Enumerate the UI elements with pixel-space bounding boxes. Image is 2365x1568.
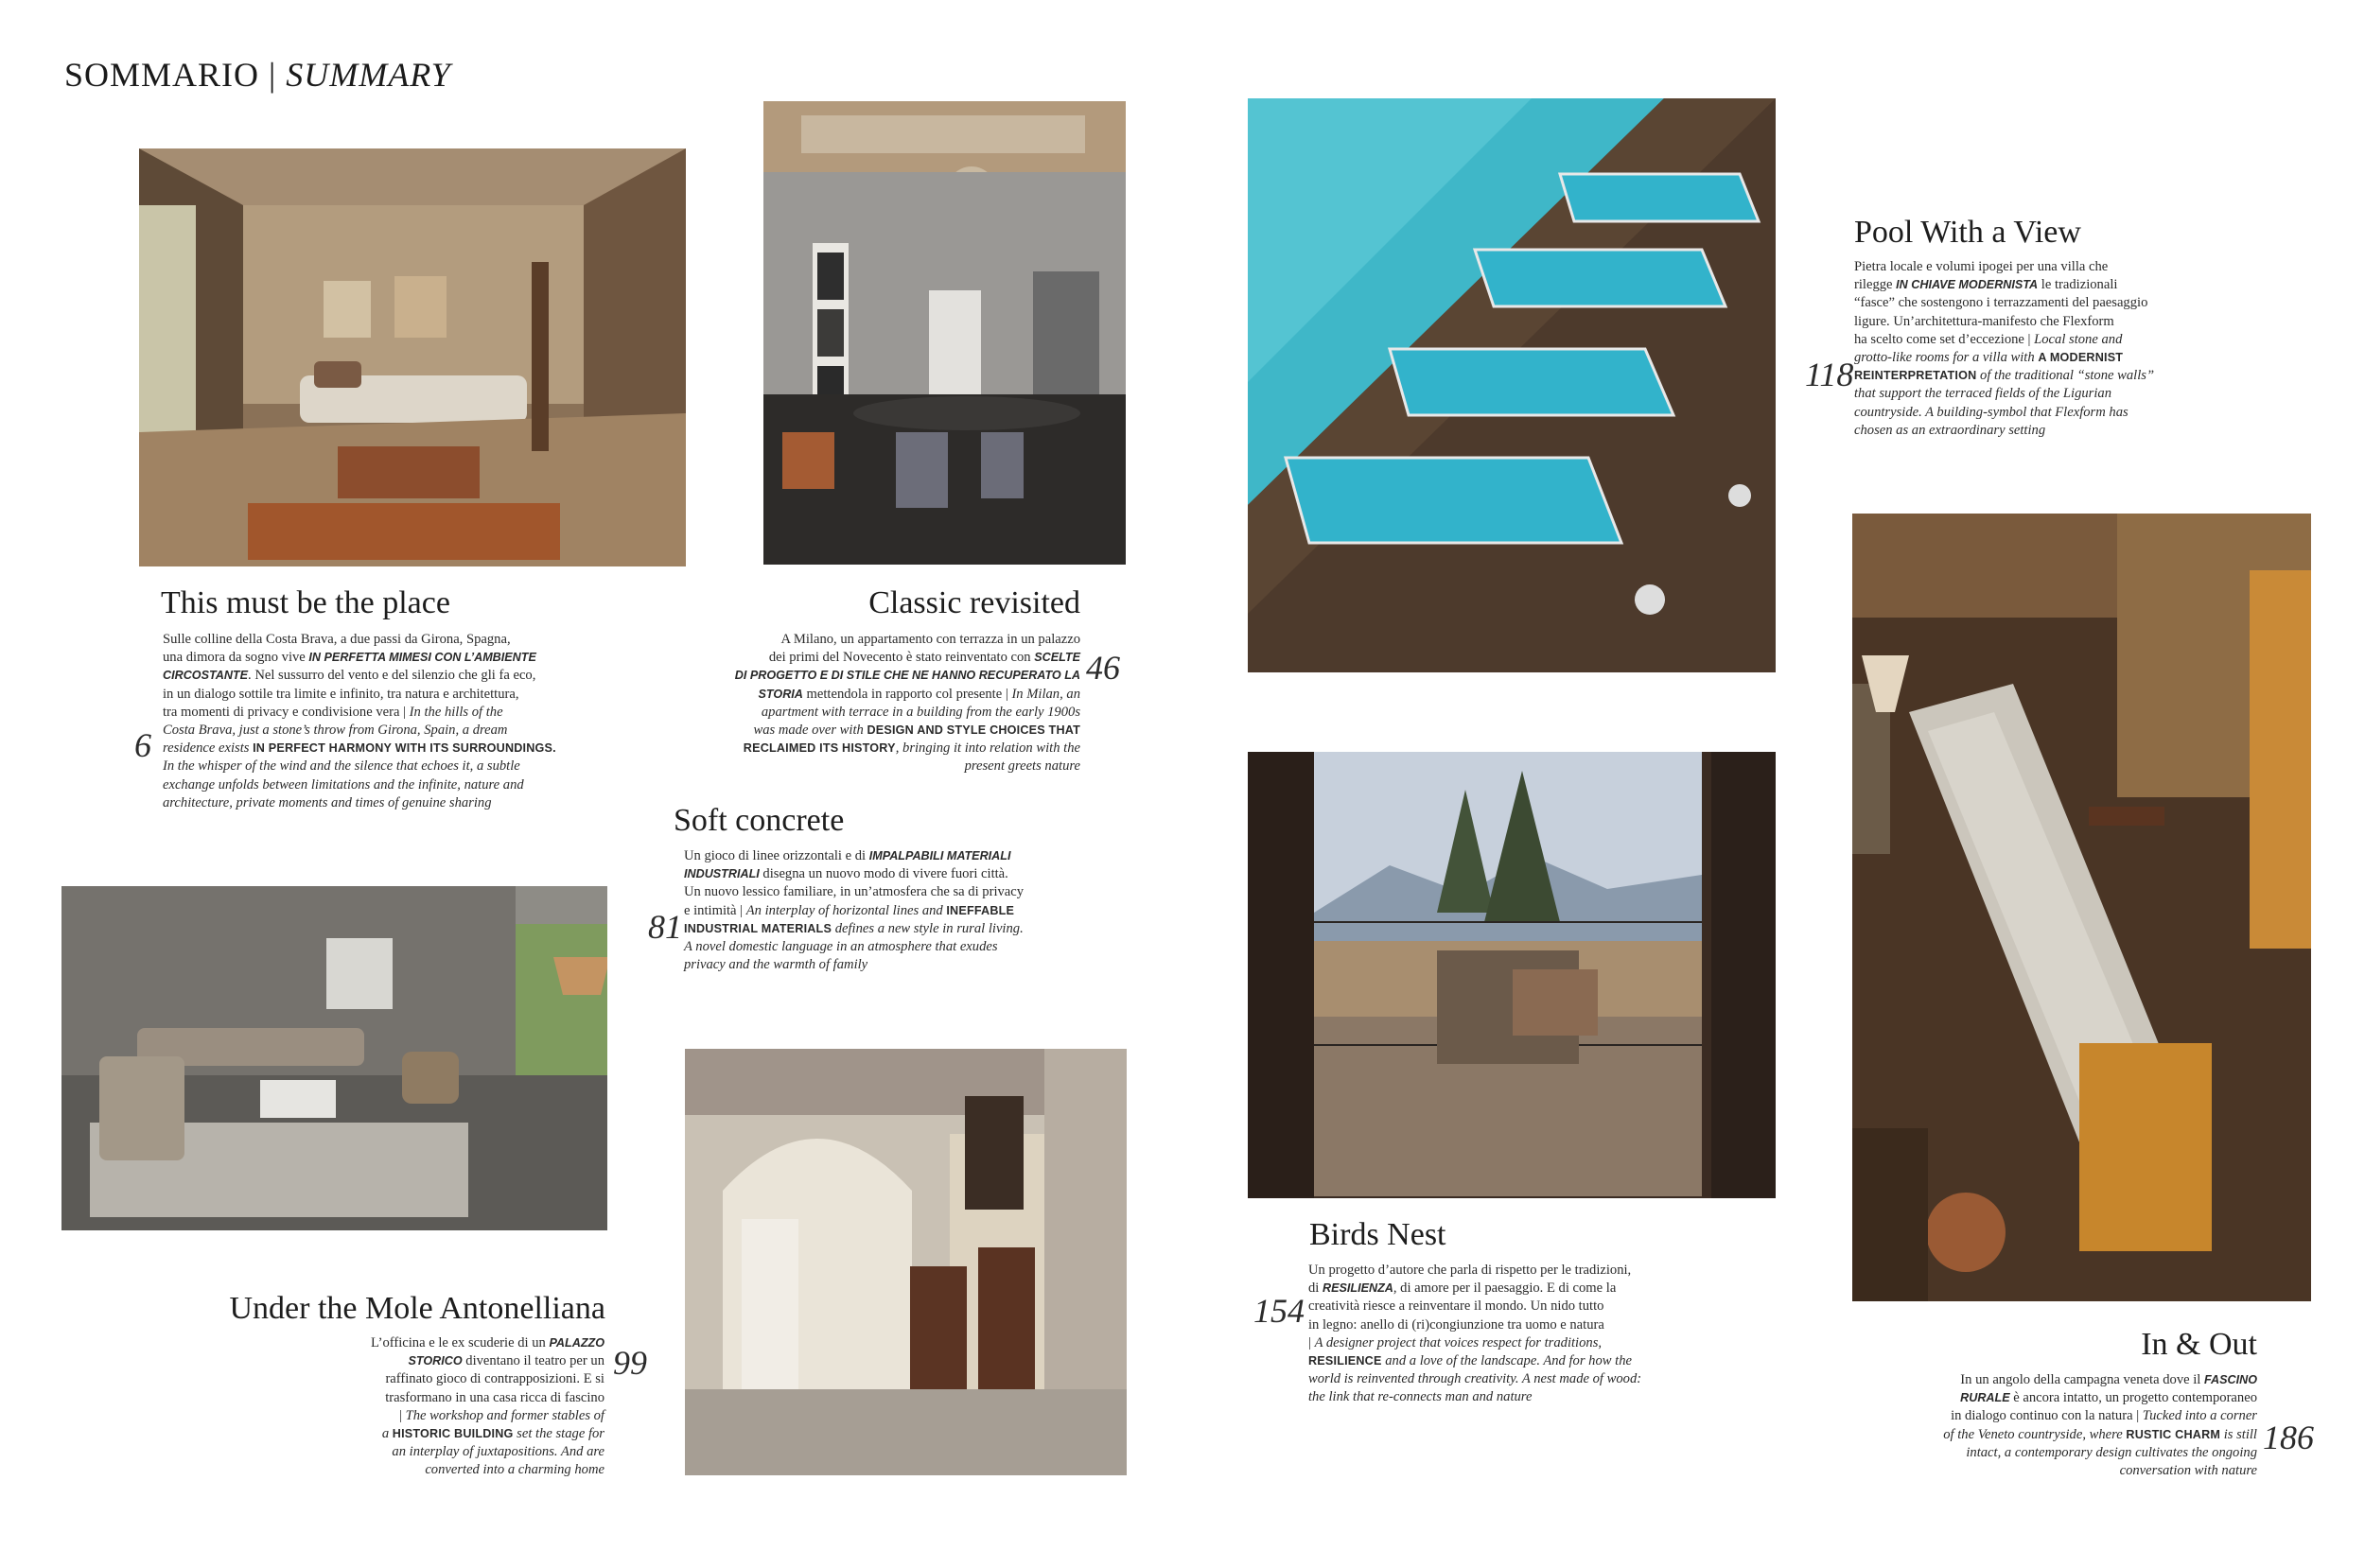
text-segment: e intimità |: [684, 902, 746, 918]
body-line: [163, 686, 598, 704]
photo-pool-loungers: [1248, 98, 1776, 672]
text-segment: di: [1308, 1281, 1323, 1297]
body-line: [163, 722, 598, 740]
page-title: [64, 55, 451, 95]
body-line: [1308, 1316, 1743, 1334]
text-segment: ligure. Un’architettura-manifesto che Flexform: [1854, 313, 2114, 329]
body-line: [163, 649, 598, 667]
text-segment: Costa Brava, just a stone’s throw from Girona, Spain, a dream: [163, 723, 508, 739]
text-segment: INDUSTRIALI: [684, 867, 760, 881]
text-segment: STORICO: [408, 1354, 463, 1368]
page-number-154: 154: [1253, 1292, 1305, 1330]
body-line: [312, 1425, 604, 1443]
text-segment: grotto-like rooms for a villa with: [1854, 350, 2039, 366]
text-segment: of the traditional “stone walls”: [1976, 368, 2155, 384]
body-line: [1854, 313, 2251, 331]
page-number-81: 81: [648, 908, 682, 946]
text-segment: L’officina e le ex scuderie di un: [371, 1335, 550, 1350]
text-segment: RESILIENCE: [1308, 1354, 1382, 1368]
title-italian: SOMMARIO: [64, 56, 260, 94]
text-segment: an interplay of juxtapositions. And are: [392, 1444, 604, 1460]
body-line: [1841, 1407, 2257, 1425]
text-segment: In the hills of the: [409, 704, 503, 720]
article-title-in-and-out: In & Out: [2141, 1327, 2257, 1362]
body-line: [1308, 1334, 1743, 1352]
text-segment: dei primi del Novecento è stato reinventato con: [768, 650, 1035, 666]
body-line: [312, 1443, 604, 1461]
body-line: [312, 1407, 604, 1425]
text-segment: Pietra locale e volumi ipogei per una villa che: [1854, 259, 2109, 274]
page-number-118: 118: [1805, 356, 1854, 393]
text-segment: apartment with terrace in a building from the early 1900s: [761, 704, 1080, 720]
text-segment: le tradizionali: [2038, 277, 2118, 293]
text-segment: FASCINO: [2204, 1373, 2257, 1386]
text-segment: is still: [2220, 1426, 2257, 1442]
article-body-under-the-mole: [312, 1334, 604, 1480]
body-line: [684, 847, 1100, 865]
title-separator: |: [259, 56, 287, 94]
text-segment: |: [1308, 1334, 1315, 1350]
body-line: [684, 883, 1100, 901]
body-line: [1854, 276, 2251, 294]
text-segment: STORIA: [758, 687, 803, 701]
body-line: [662, 631, 1080, 649]
text-segment: exchange unfolds between limitations and the infinite, nature and: [163, 776, 524, 793]
body-line: [1308, 1370, 1743, 1388]
body-line: [1841, 1426, 2257, 1444]
body-line: [163, 667, 598, 685]
text-segment: Un gioco di linee orizzontali e di: [684, 848, 869, 863]
text-segment: mettendola in rapporto col presente |: [802, 686, 1012, 702]
body-line: [163, 704, 598, 722]
article-body-soft-concrete: [684, 847, 1100, 974]
text-segment: “fasce” che sostengono i terrazzamenti del paesaggio: [1854, 295, 2148, 311]
body-line: [1854, 331, 2251, 349]
photo-soft-concrete-living: [61, 886, 607, 1230]
article-title-pool-with-a-view: Pool With a View: [1854, 215, 2081, 250]
text-segment: INEFFABLE: [946, 903, 1015, 917]
text-segment: DI PROGETTO E DI STILE CHE NE HANNO RECUPERATO LA: [734, 669, 1080, 683]
body-line: [1854, 349, 2251, 367]
body-line: [163, 758, 598, 775]
body-line: [684, 938, 1100, 956]
text-segment: Local stone and: [2034, 331, 2123, 347]
text-segment: and a love of the landscape. And for how the: [1381, 1353, 1632, 1369]
article-title-under-the-mole-antonelliana: Under the Mole Antonelliana: [229, 1291, 605, 1326]
text-segment: IN CHIAVE MODERNISTA: [1896, 278, 2039, 292]
text-segment: Sulle colline della Costa Brava, a due passi da Girona, Spagna,: [163, 632, 511, 647]
text-segment: in dialogo continuo con la natura |: [1951, 1408, 2143, 1424]
body-line: [1854, 422, 2251, 440]
body-line: [312, 1389, 604, 1407]
text-segment: residence exists: [163, 740, 254, 757]
text-segment: privacy and the warmth of family: [684, 957, 868, 973]
text-segment: set the stage for: [513, 1426, 604, 1442]
body-line: [1854, 385, 2251, 403]
body-line: [1308, 1262, 1743, 1280]
article-title-this-must-be-the-place: This must be the place: [161, 585, 450, 620]
text-segment: raffinato gioco di contrapposizioni. E si: [385, 1371, 604, 1387]
title-english: SUMMARY: [286, 56, 451, 94]
body-line: [1841, 1389, 2257, 1407]
photo-costa-brava-living-room: [139, 148, 686, 566]
text-segment: converted into a charming home: [425, 1462, 604, 1478]
photo-birds-nest-balcony: [1248, 752, 1776, 1198]
body-line: [662, 758, 1080, 775]
text-segment: DESIGN AND STYLE CHOICES THAT: [867, 723, 1080, 738]
text-segment: In the whisper of the wind and the silence that echoes it, a subtle: [163, 758, 520, 775]
body-line: [662, 667, 1080, 685]
text-segment: the link that re-connects man and nature: [1308, 1389, 1533, 1405]
text-segment: HISTORIC BUILDING: [392, 1427, 514, 1441]
text-segment: In Milan, an: [1011, 686, 1080, 702]
text-segment: diventano il teatro per un: [462, 1353, 604, 1369]
article-body-this-must-be-the-place: [163, 631, 598, 812]
text-segment: tra momenti di privacy e condivisione vera |: [163, 704, 410, 720]
text-segment: of the Veneto countryside, where: [1943, 1426, 2127, 1442]
text-segment: world is reinvented through creativity. A nest made of wood:: [1308, 1371, 1642, 1387]
text-segment: In un angolo della campagna veneta dove il: [1960, 1372, 2205, 1387]
page-number-46: 46: [1086, 649, 1120, 687]
text-segment: countryside. A building-symbol that Flexform has: [1854, 404, 2128, 420]
body-line: [1308, 1280, 1743, 1298]
text-segment: was made over with: [753, 723, 867, 739]
page-number-99: 99: [613, 1344, 647, 1382]
text-segment: An interplay of horizontal lines and: [745, 902, 947, 918]
article-body-birds-nest: [1308, 1262, 1743, 1407]
text-segment: IN PERFECT HARMONY WITH ITS SURROUNDINGS.: [253, 741, 556, 756]
article-title-soft-concrete: Soft concrete: [674, 803, 845, 838]
text-segment: INDUSTRIAL MATERIALS: [684, 921, 832, 935]
text-segment: disegna un nuovo modo di vivere fuori città.: [759, 866, 1008, 882]
text-segment: defines a new style in rural living.: [832, 920, 1024, 936]
body-line: [684, 902, 1100, 920]
body-line: [1854, 294, 2251, 312]
text-segment: , di amore per il paesaggio. E di come la: [1393, 1281, 1617, 1297]
text-segment: |: [399, 1407, 406, 1423]
body-line: [163, 776, 598, 794]
body-line: [662, 686, 1080, 704]
text-segment: A MODERNIST: [2038, 351, 2124, 365]
text-segment: intact, a contemporary design cultivates the ongoing: [1966, 1444, 2257, 1460]
text-segment: A Milano, un appartamento con terrazza in un palazzo: [780, 632, 1080, 647]
body-line: [312, 1352, 604, 1370]
text-segment: RURALE: [1960, 1391, 2010, 1405]
article-title-birds-nest: Birds Nest: [1309, 1217, 1446, 1252]
text-segment: present greets nature: [964, 758, 1080, 775]
photo-courtyard-arch: [685, 1049, 1127, 1475]
body-line: [312, 1370, 604, 1388]
text-segment: conversation with nature: [2119, 1463, 2257, 1479]
body-line: [1841, 1371, 2257, 1389]
body-line: [1854, 367, 2251, 385]
photo-in-out-living-room: [1852, 514, 2311, 1301]
text-segment: RUSTIC CHARM: [2126, 1427, 2221, 1441]
text-segment: Tucked into a corner: [2142, 1408, 2257, 1424]
text-segment: creatività riesce a reinventare il mondo. Un nido tutto: [1308, 1298, 1604, 1315]
text-segment: CIRCOSTANTE: [163, 669, 249, 683]
text-segment: PALAZZO: [549, 1336, 604, 1350]
text-segment: The workshop and former stables of: [405, 1407, 604, 1423]
body-line: [312, 1461, 604, 1479]
text-segment: ha scelto come set d’eccezione |: [1854, 331, 2035, 347]
article-body-in-and-out: [1841, 1371, 2257, 1480]
text-segment: chosen as an extraordinary setting: [1854, 422, 2046, 438]
article-body-pool-with-a-view: [1854, 258, 2251, 440]
article-title-classic-revisited: Classic revisited: [868, 585, 1080, 620]
text-segment: SCELTE: [1034, 651, 1080, 665]
body-line: [684, 920, 1100, 938]
text-segment: IN PERFETTA MIMESI CON L’AMBIENTE: [308, 651, 536, 665]
body-line: [662, 740, 1080, 758]
page-number-6: 6: [134, 726, 151, 764]
text-segment: rilegge: [1854, 277, 1897, 293]
body-line: [1854, 258, 2251, 276]
text-segment: , bringing it into relation with the: [895, 740, 1080, 757]
body-line: [662, 649, 1080, 667]
text-segment: è ancora intatto, un progetto contemporaneo: [2009, 1390, 2257, 1406]
text-segment: a: [381, 1426, 393, 1442]
text-segment: architecture, private moments and times of genuine sharing: [163, 794, 492, 810]
text-segment: IMPALPABILI MATERIALI: [868, 849, 1011, 862]
text-segment: A novel domestic language in an atmosphere that exudes: [684, 939, 998, 955]
body-line: [1308, 1298, 1743, 1315]
photo-milan-dining-room: [763, 101, 1126, 565]
text-segment: trasformano in una casa ricca di fascino: [385, 1389, 604, 1405]
text-segment: RECLAIMED ITS HISTORY: [743, 741, 896, 756]
body-line: [1308, 1352, 1743, 1370]
body-line: [1841, 1462, 2257, 1480]
text-segment: Un progetto d’autore che parla di rispetto per le tradizioni,: [1308, 1263, 1632, 1278]
body-line: [662, 722, 1080, 740]
body-line: [662, 704, 1080, 722]
body-line: [312, 1334, 604, 1352]
text-segment: una dimora da sogno vive: [163, 650, 309, 666]
text-segment: . Nel sussurro del vento e del silenzio che gli fa eco,: [248, 668, 536, 684]
text-segment: that support the terraced fields of the Ligurian: [1854, 386, 2112, 402]
body-line: [163, 794, 598, 812]
text-segment: in un dialogo sottile tra limite e infinito, tra natura e architettura,: [163, 686, 519, 702]
body-line: [684, 956, 1100, 974]
article-body-classic-revisited: [662, 631, 1080, 776]
page-number-186: 186: [2263, 1419, 2314, 1456]
body-line: [1841, 1444, 2257, 1462]
body-line: [1854, 404, 2251, 422]
text-segment: Un nuovo lessico familiare, in un’atmosfera che sa di privacy: [684, 884, 1025, 900]
text-segment: A designer project that voices respect for traditions,: [1314, 1334, 1603, 1350]
body-line: [163, 631, 598, 649]
body-line: [684, 865, 1100, 883]
body-line: [163, 740, 598, 758]
text-segment: in legno: anello di (ri)congiunzione tra uomo e natura: [1308, 1316, 1604, 1333]
body-line: [1308, 1388, 1743, 1406]
text-segment: REINTERPRETATION: [1854, 369, 1977, 383]
text-segment: RESILIENZA: [1323, 1281, 1393, 1296]
